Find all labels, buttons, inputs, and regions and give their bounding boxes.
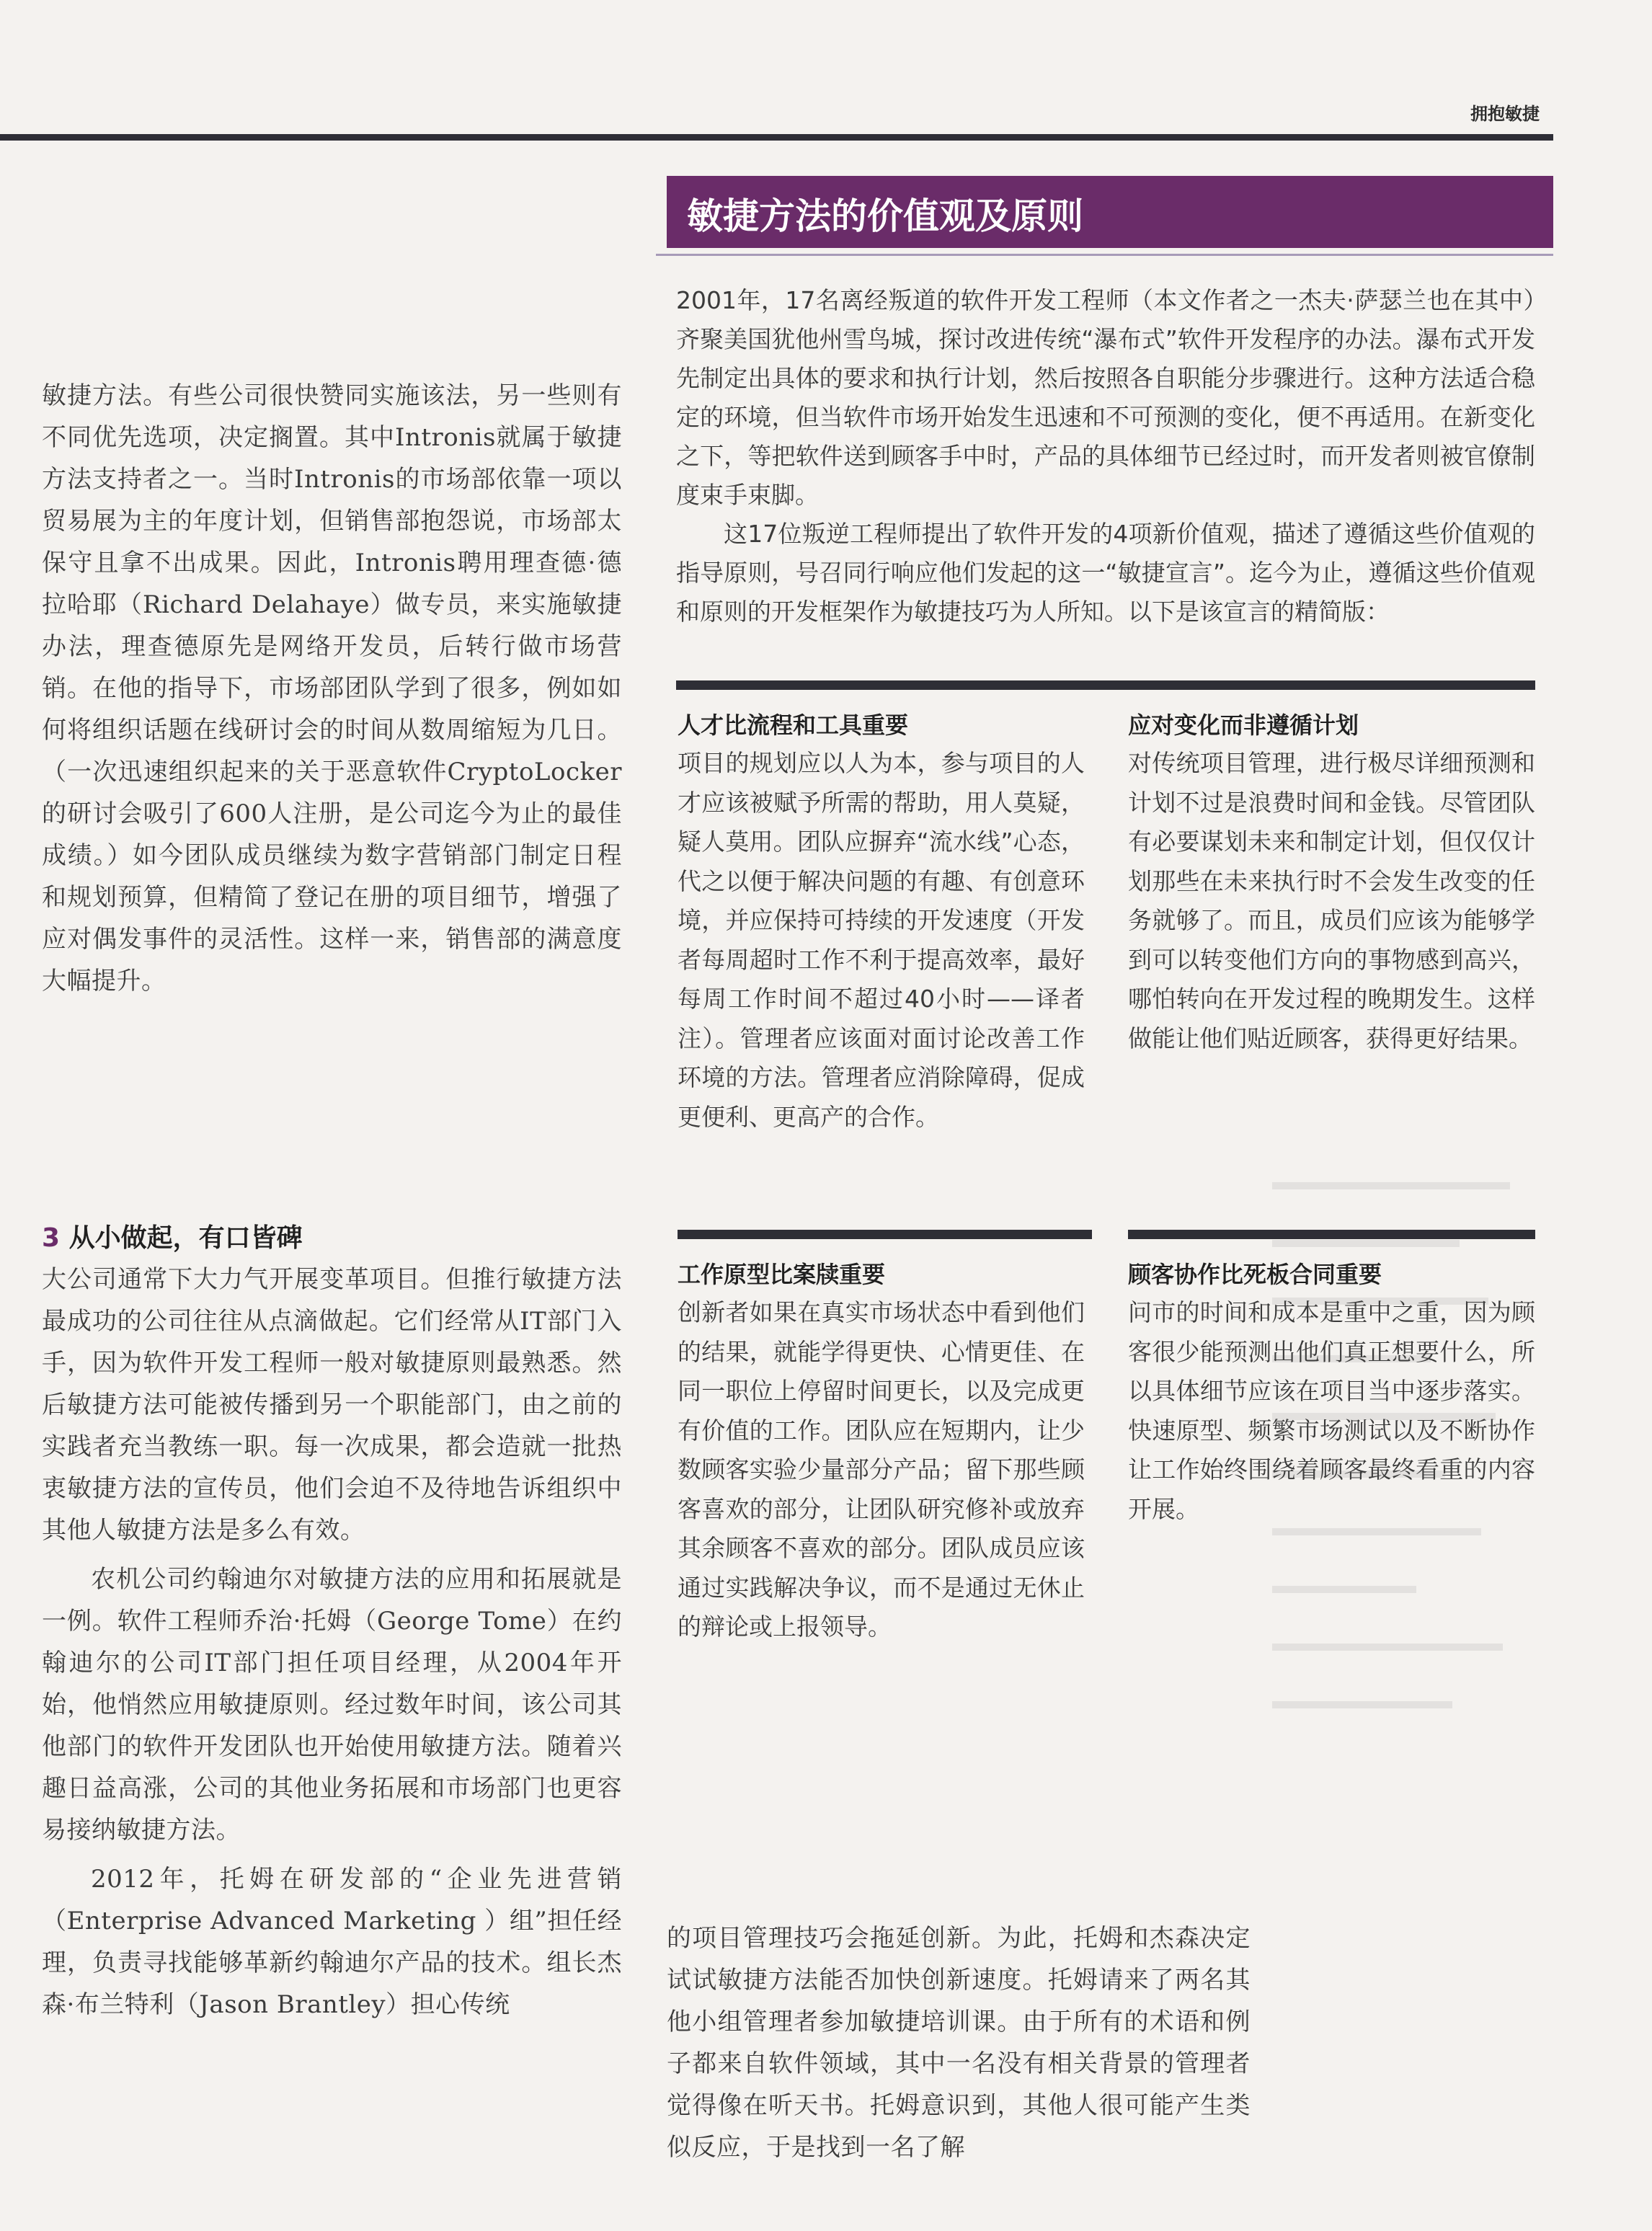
article-paragraph: 农机公司约翰迪尔对敏捷方法的应用和拓展就是一例。软件工程师乔治·托姆（George Tome）在约翰迪尔的公司IT部门担任项目经理，从2004年开始，他悄然应用敏捷原则。经过数年时间，该公司其他部门的软件开发团队也开始使用敏捷方法。随着兴趣日益高涨，公司的其他业务拓展和市场部门也更容易接纳敏捷方法。 [42,1565,622,1845]
section-heading-text: 从小做起，有口皆碑 [68,1223,303,1253]
value-body: 对传统项目管理，进行极尽详细预测和计划不过是浪费时间和金钱。尽管团队有必要谋划未来和制定计划，但仅仅计划那些在未来执行时不会发生改变的任务就够了。而且，成员们应该为能够学到可以转变他们方向的事物感到高兴，哪怕转向在开发过程的晚期发生。这样做能让他们贴近顾客，获得更好结果。 [1128,749,1535,1052]
box-rule [678,1230,1092,1239]
value-body: 创新者如果在真实市场状态中看到他们的结果，就能学得更快、心情更佳、在同一职位上停留时间更长，以及完成更有价值的工作。团队应在短期内，让少数顾客实验少量部分产品；留下那些顾客喜欢的部分，让团队研究修补或放弃其余顾客不喜欢的部分。团队成员应该通过实践解决争议，而不是通过无休止的辩论或上报领导。 [678,1298,1085,1641]
section-number: 3 [42,1223,61,1253]
box-title: 敏捷方法的价值观及原则 [687,195,1083,237]
value-body: 项目的规划应以人为本，参与项目的人才应该被赋予所需的帮助，用人莫疑，疑人莫用。团队应摒弃“流水线”心态，代之以便于解决问题的有趣、有创意环境，并应保持可持续的开发速度（开发者每周超时工作不利于提高效率，最好每周工作时间不超过40小时——译者注）。管理者应该面对面讨论改善工作环境的方法。管理者应消除障碍，促成更便利、更高产的合作。 [678,749,1085,1131]
title-underline [656,254,1553,256]
middle-column [667,1917,1251,2168]
value-body: 问市的时间和成本是重中之重，因为顾客很少能预测出他们真正想要什么，所以具体细节应该在项目当中逐步落实。快速原型、频繁市场测试以及不断协作让工作始终围绕着顾客最终看重的内容开展。 [1128,1298,1535,1523]
left-column-section-3 [42,1218,622,2026]
value-heading: 应对变化而非遵循计划 [1128,711,1359,739]
box-rule [676,680,1535,690]
article-paragraph: 大公司通常下大力气开展变革项目。但推行敏捷方法最成功的公司往往从点滴做起。它们经常从IT部门入手，因为软件开发工程师一般对敏捷原则最熟悉。然后敏捷方法可能被传播到另一个职能部门，由之前的实践者充当教练一职。每一次成果，都会造就一批热衷敏捷方法的宣传员，他们会迫不及待地告诉组织中其他人敏捷方法是多么有效。 [42,1265,622,1545]
value-heading: 顾客协作比死板合同重要 [1128,1261,1382,1288]
section-label: 拥抱敏捷 [1470,104,1540,124]
box-intro-paragraph: 这17位叛逆工程师提出了软件开发的4项新价值观，描述了遵循这些价值观的指导原则，号召同行响应他们发起的这一“敏捷宣言”。迄今为止，遵循这些价值观和原则的开发框架作为敏捷技巧为人所知。以下是该宣言的精简版： [676,520,1535,626]
section-heading [42,1218,622,1259]
left-column [42,375,622,1002]
box-intro-paragraph: 2001年，17名离经叛道的软件开发工程师（本文作者之一杰夫·萨瑟兰也在其中）齐聚美国犹他州雪鸟城，探讨改进传统“瀑布式”软件开发程序的办法。瀑布式开发先制定出具体的要求和执行计划，然后按照各自职能分步骤进行。这种方法适合稳定的环境，但当软件市场开始发生迅速和不可预测的变化，便不再适用。在新变化之下，等把软件送到顾客手中时，产品的具体细节已经过时，而开发者则被官僚制度束手束脚。 [676,286,1535,509]
value-card [678,706,1085,1137]
box-title-bar [667,176,1553,248]
value-card [678,1256,1085,1647]
article-paragraph: 敏捷方法。有些公司很快赞同实施该法，另一些则有不同优先选项，决定搁置。其中Intronis就属于敏捷方法支持者之一。当时Intronis的市场部依靠一项以贸易展为主的年度计划，但销售部抱怨说，市场部太保守且拿不出成果。因此，Intronis聘用理查德·德拉哈耶（Richard Delahaye）做专员，来实施敏捷办法，理查德原先是网络开发员，后转行做市场营销。在他的指导下，市场部团队学到了很多，例如如何将组织话题在线研讨会的时间从数周缩短为几日。（一次迅速组织起来的关于恶意软件CryptoLocker的研讨会吸引了600人注册，是公司迄今为止的最佳成绩。）如今团队成员继续为数字营销部门制定日程和规划预算，但精简了登记在册的项目细节，增强了应对偶发事件的灵活性。这样一来，销售部的满意度大幅提升。 [42,381,622,995]
article-paragraph: 的项目管理技巧会拖延创新。为此，托姆和杰森决定试试敏捷方法能否加快创新速度。托姆请来了两名其他小组管理者参加敏捷培训课。由于所有的术语和例子都来自软件领域，其中一名没有相关背景的管理者觉得像在听天书。托姆意识到，其他人很可能产生类似反应，于是找到一名了解 [667,1924,1251,2162]
header-rule [0,134,1553,141]
show-through-texture [1258,1153,1553,1788]
box-intro [676,281,1535,631]
value-card [1128,706,1535,1058]
value-heading: 工作原型比案牍重要 [678,1261,886,1288]
value-heading: 人才比流程和工具重要 [678,711,909,739]
article-paragraph: 2012年，托姆在研发部的“企业先进营销（Enterprise Advanced Marketing ）组”担任经理，负责寻找能够革新约翰迪尔产品的技术。组长杰森·布兰特利（Jason Brantley）担心传统 [42,1865,622,2019]
